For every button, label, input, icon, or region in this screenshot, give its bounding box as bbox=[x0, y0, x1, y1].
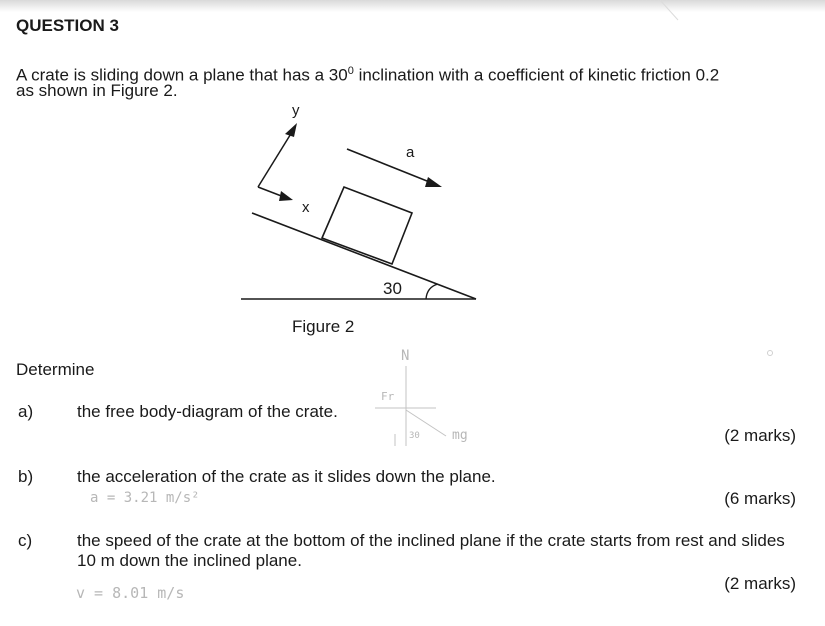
intro-superscript: 0 bbox=[347, 65, 354, 77]
acceleration-arrow-line bbox=[347, 149, 432, 183]
acceleration-label: a bbox=[406, 144, 415, 161]
scan-speck bbox=[768, 351, 773, 356]
intro-text-part2: inclination with a coefficient of kinetic friction 0.2 bbox=[353, 65, 720, 85]
part-b-handwritten-answer: a = 3.21 m/s² bbox=[90, 490, 200, 506]
y-axis-label: y bbox=[292, 102, 300, 119]
incline-line bbox=[252, 213, 476, 299]
part-c-handwritten-answer: v = 8.01 m/s bbox=[76, 584, 185, 602]
crate-box bbox=[322, 187, 412, 264]
x-axis-label: x bbox=[302, 199, 310, 216]
figure-caption: Figure 2 bbox=[292, 317, 355, 336]
part-b-text: the acceleration of the crate as it slides down the plane. bbox=[77, 467, 496, 486]
intro-text-part1: A crate is sliding down a plane that has a 30 bbox=[16, 65, 348, 85]
angle-arc bbox=[426, 284, 438, 299]
question-intro-line2: as shown in Figure 2. bbox=[16, 81, 178, 100]
fbd-angle-label: 30 bbox=[409, 431, 420, 441]
part-c-letter: c) bbox=[18, 531, 33, 550]
fbd-weight-label: mg bbox=[452, 428, 468, 443]
part-b-letter: b) bbox=[18, 467, 34, 486]
y-axis-arrowhead bbox=[285, 123, 297, 137]
part-a-marks: (2 marks) bbox=[724, 426, 796, 445]
fbd-normal-label: N bbox=[401, 348, 410, 364]
determine-label: Determine bbox=[16, 360, 95, 379]
part-a-letter: a) bbox=[18, 402, 34, 421]
part-a-text: the free body-diagram of the crate. bbox=[77, 402, 338, 421]
x-axis-arrowhead bbox=[279, 191, 293, 201]
y-axis-line bbox=[258, 132, 292, 187]
fbd-friction-label: Fr bbox=[381, 390, 395, 403]
acceleration-arrowhead bbox=[425, 177, 442, 187]
part-c-marks: (2 marks) bbox=[724, 574, 796, 593]
question-title: QUESTION 3 bbox=[16, 16, 119, 35]
scan-streak bbox=[660, 0, 678, 20]
angle-label: 30 bbox=[383, 279, 402, 298]
part-c-text: the speed of the crate at the bottom of the inclined plane if the crate starts from rest and slides 10 m down the inclined plane. bbox=[77, 531, 785, 570]
part-b-marks: (6 marks) bbox=[724, 489, 796, 508]
